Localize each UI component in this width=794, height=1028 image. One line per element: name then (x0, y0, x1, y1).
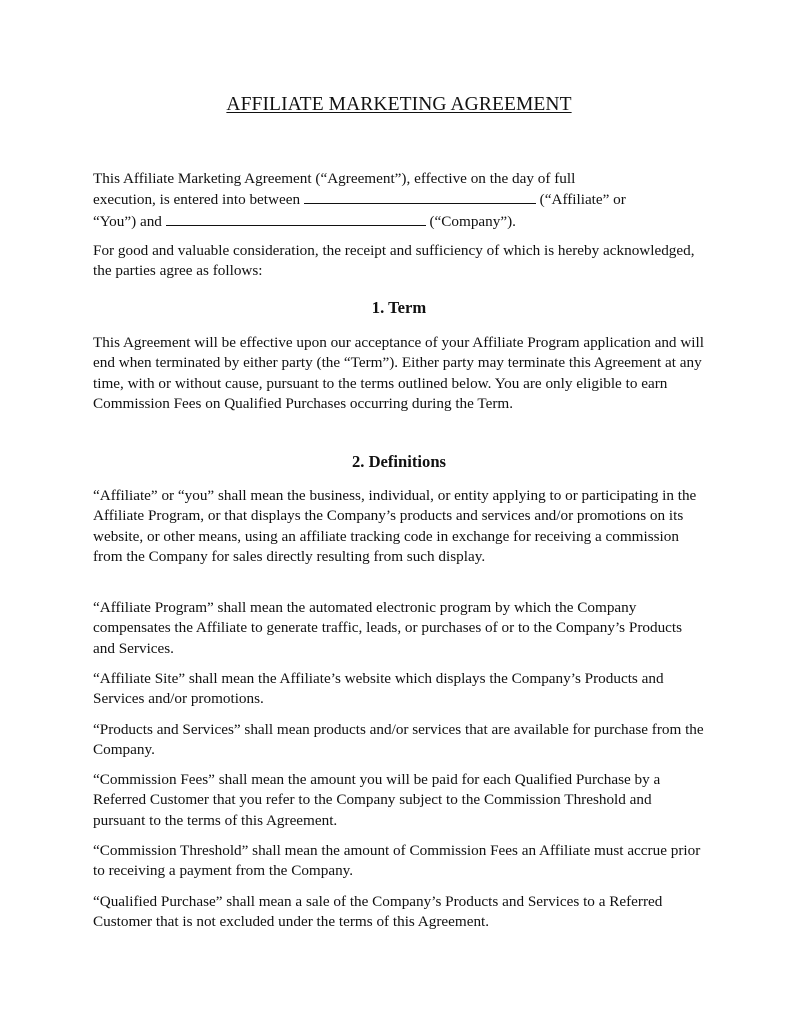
term-paragraph: This Agreement will be effective upon our acceptance of your Affiliate Program application and will end when terminated by either party (the “Term”). Either party may terminate this Agreement at any time, with or without cause, pursuant to the terms outlined below. You are only eligible to earn Commission Fees on Qualified Purchases occurring during the Term. (93, 334, 704, 412)
definition-commission-fees: “Commission Fees” shall mean the amount you will be paid for each Qualified Purchase by a Referred Customer that you refer to the Company subject to the Commission Threshold and pursuant to the terms of this Agreement. (93, 771, 661, 829)
definition-affiliate-site: “Affiliate Site” shall mean the Affiliate’s website which displays the Company’s Products and Services and/or promotions. (93, 670, 664, 708)
definition-products-and-services: “Products and Services” shall mean products and/or services that are available for purchase from the Company. (93, 721, 704, 759)
affiliate-name-blank[interactable] (304, 189, 536, 204)
intro-paragraph (93, 169, 705, 232)
intro-line-2: execution, is entered into between (“Affiliate” or (93, 191, 626, 209)
intro-line-1: This Affiliate Marketing Agreement (“Agreement”), effective on the day of full (93, 170, 576, 187)
definition-commission-threshold: “Commission Threshold” shall mean the amount of Commission Fees an Affiliate must accrue prior to receiving a payment from the Company. (93, 842, 701, 880)
section-heading-definitions: 2. Definitions (351, 452, 447, 471)
definition-affiliate-program: “Affiliate Program” shall mean the automated electronic program by which the Company compensates the Affiliate to generate traffic, leads, or purchases of or to the Company’s Products and Services. (93, 599, 683, 657)
definition-qualified-purchase: “Qualified Purchase” shall mean a sale of the Company’s Products and Services to a Referred Customer that is not excluded under the terms of this Agreement. (93, 893, 663, 931)
consideration-paragraph: For good and valuable consideration, the receipt and sufficiency of which is hereby acknowledged, the parties agree as follows: (93, 242, 695, 280)
intro-line-3: “You”) and (“Company”). (93, 212, 516, 230)
definition-affiliate: “Affiliate” or “you” shall mean the business, individual, or entity applying to or participating in the Affiliate Program, or that displays the Company’s products and services and/or promotions on its website, or other means, using an affiliate tracking code in exchange for receiving a commission from the Company for sales directly resulting from such display. (93, 487, 697, 565)
company-name-blank[interactable] (166, 211, 426, 226)
document-title: AFFILIATE MARKETING AGREEMENT (226, 94, 572, 115)
section-heading-term: 1. Term (371, 298, 427, 317)
